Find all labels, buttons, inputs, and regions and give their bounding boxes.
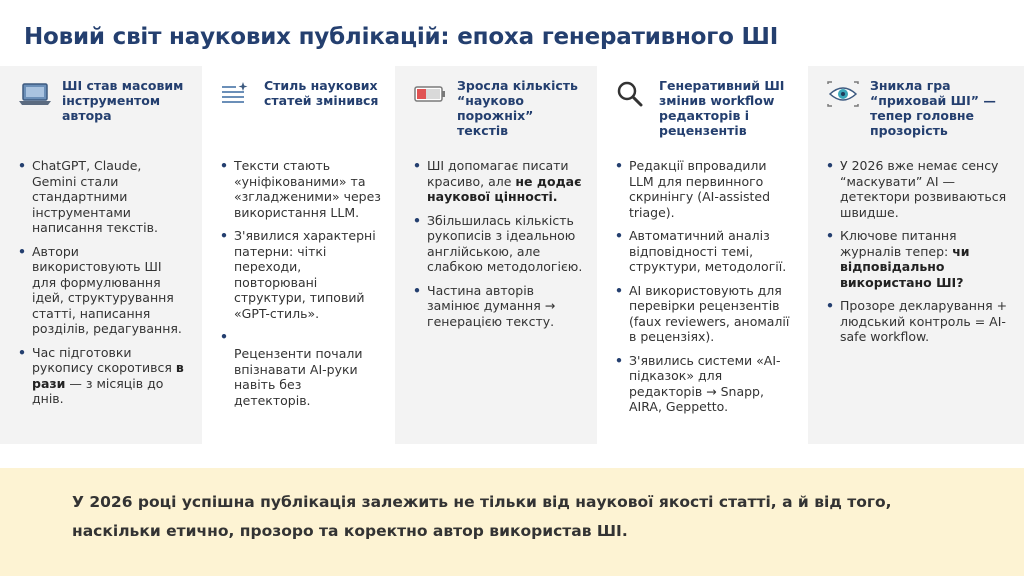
list-item: • Прозоре декларування + людський контроль = AI-safe workflow.	[826, 298, 1010, 345]
bullet-list	[220, 158, 381, 408]
summary-line-1: У 2026 році успішна публікація залежить не тільки від наукової якості статті, а й від того,	[72, 493, 892, 511]
eye-icon	[826, 80, 860, 108]
bullet-list	[615, 158, 794, 415]
list-item: • Час підготовки рукопису скоротився в рази — з місяців до днів.	[18, 345, 188, 407]
list-item: Рецензенти почали впізнавати AI-руки навіть без детекторів.	[234, 346, 363, 408]
list-item: • ChatGPT, Claude, Gemini стали стандартними інструментами написання текстів.	[18, 158, 188, 236]
summary-line-2: наскільки етично, прозоро та коректно автор використав ШІ.	[72, 522, 628, 540]
column-author-tool	[0, 66, 202, 444]
list-item: • Тексти стають «уніфікованими» та «згладженими» через використання LLM.	[220, 158, 381, 220]
column-transparency	[808, 66, 1024, 444]
bullet-list	[826, 158, 1010, 345]
bullet-list	[413, 158, 583, 329]
list-item: • Ключове питання журналів тепер: чи відповідально використано ШІ?	[826, 228, 1010, 290]
page-title: Новий світ наукових публікацій: епоха генеративного ШІ	[24, 24, 779, 50]
text-sparkle-icon	[220, 80, 254, 108]
column-empty-texts	[395, 66, 597, 444]
column-title: Зросла кількість “науково порожніх” текстів	[457, 78, 578, 138]
laptop-icon	[18, 80, 52, 108]
bullet-list	[18, 158, 188, 407]
list-item: • У 2026 вже немає сенсу “маскувати” AI — детектори розвиваються швидше.	[826, 158, 1010, 220]
list-item	[220, 329, 381, 344]
column-workflow	[597, 66, 808, 444]
column-title: Стиль наукових статей змінився	[264, 78, 379, 108]
list-item: • ШІ допомагає писати красиво, але не додає наукової цінності.	[413, 158, 583, 205]
list-item: • Збільшилась кількість рукописів з ідеальною англійською, але слабкою методологією.	[413, 213, 583, 275]
list-item: • З'явились системи «AI-підказок» для редакторів → Snapp, AIRA, Geppetto.	[615, 353, 794, 415]
summary-banner	[0, 468, 1024, 576]
column-style-changed	[202, 66, 395, 444]
list-item: • Редакції впровадили LLM для первинного скринінгу (AI-assisted triage).	[615, 158, 794, 220]
column-title: ШІ став масовим інструментом автора	[62, 78, 184, 123]
list-item: • AI використовують для перевірки рецензентів (faux reviewers, аномалії в рецензіях).	[615, 283, 794, 345]
list-item: • Автори використовують ШІ для формулювання ідей, структурування статті, написання розділів, редагування.	[18, 244, 188, 337]
columns-row	[0, 66, 1024, 444]
list-item: • Частина авторів замінює думання → генерацією тексту.	[413, 283, 583, 330]
list-item: • Автоматичний аналіз відповідності темі, структури, методології.	[615, 228, 794, 275]
column-title: Генеративний ШІ змінив workflow редакторів і рецензентів	[659, 78, 785, 138]
list-item: • З'явилися характерні патерни: чіткі переходи, повторювані структури, типовий «GPT-стиль».	[220, 228, 381, 321]
column-title: Зникла гра “приховай ШІ” — тепер головне прозорість	[870, 78, 996, 138]
battery-low-icon	[413, 80, 447, 108]
search-icon	[615, 80, 649, 108]
